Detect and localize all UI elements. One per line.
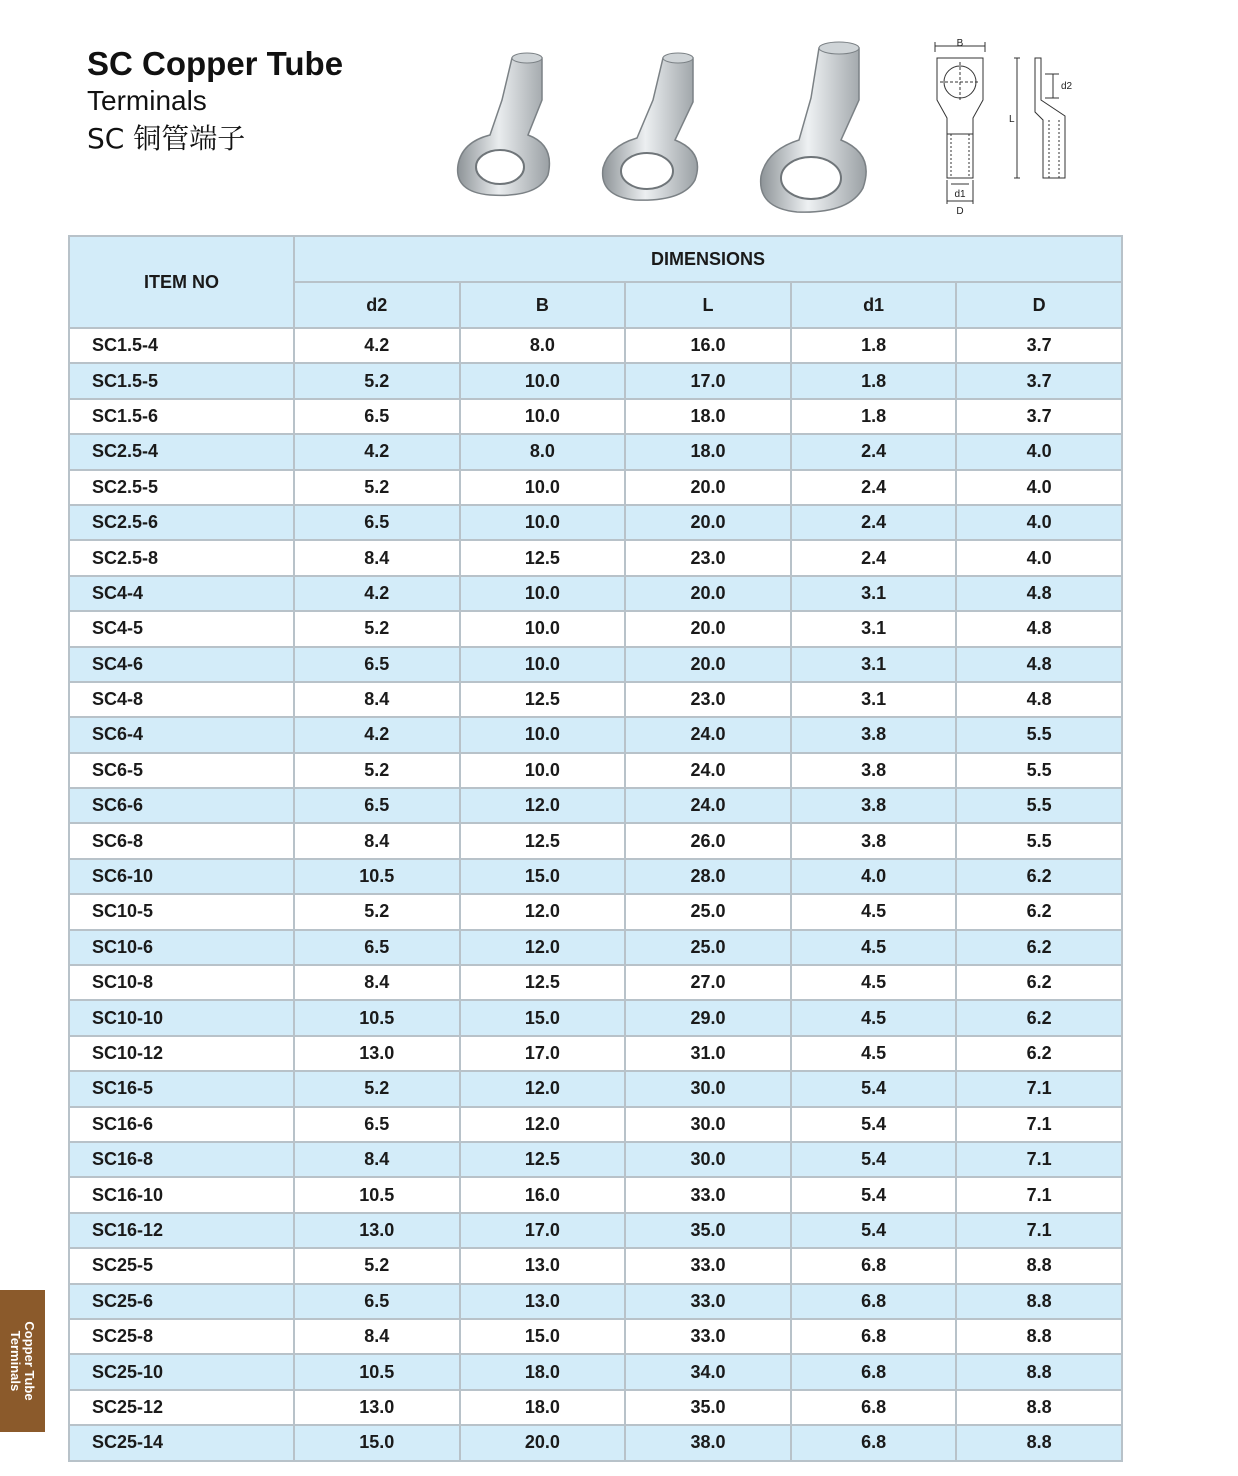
column-header-d1: d1 [791, 282, 957, 328]
cell-d2: 4.2 [294, 434, 460, 469]
cell-d1: 3.8 [791, 717, 957, 752]
cell-l: 23.0 [625, 682, 791, 717]
cell-b: 15.0 [460, 1319, 626, 1354]
table-row [69, 682, 1122, 717]
item-no-cell: SC16-5 [69, 1071, 294, 1106]
diagram-label-l: L [1009, 114, 1015, 125]
cell-d: 4.8 [956, 682, 1122, 717]
cell-d: 4.0 [956, 540, 1122, 575]
cell-d1: 3.8 [791, 753, 957, 788]
cell-d: 4.8 [956, 647, 1122, 682]
cell-d: 8.8 [956, 1425, 1122, 1460]
column-header-l: L [625, 282, 791, 328]
table-row [69, 1177, 1122, 1212]
page-title: SC Copper Tube [87, 45, 344, 82]
item-no-cell: SC10-10 [69, 1000, 294, 1035]
cell-b: 12.0 [460, 894, 626, 929]
table-row [69, 1319, 1122, 1354]
title-block [87, 44, 343, 160]
table-row [69, 540, 1122, 575]
cell-l: 27.0 [625, 965, 791, 1000]
table-row [69, 965, 1122, 1000]
cell-d2: 8.4 [294, 965, 460, 1000]
cell-l: 33.0 [625, 1319, 791, 1354]
item-no-cell: SC4-4 [69, 576, 294, 611]
cell-l: 25.0 [625, 930, 791, 965]
cell-b: 10.0 [460, 399, 626, 434]
cell-d2: 6.5 [294, 647, 460, 682]
cell-l: 18.0 [625, 399, 791, 434]
diagram-label-b: B [956, 38, 964, 49]
item-no-cell: SC1.5-5 [69, 363, 294, 398]
cell-l: 34.0 [625, 1354, 791, 1389]
item-no-cell: SC2.5-5 [69, 470, 294, 505]
cell-b: 13.0 [460, 1284, 626, 1319]
item-no-header: ITEM NO [69, 236, 294, 328]
cell-l: 18.0 [625, 434, 791, 469]
cell-d1: 1.8 [791, 328, 957, 363]
cell-d1: 3.8 [791, 823, 957, 858]
cell-d: 5.5 [956, 788, 1122, 823]
cell-b: 17.0 [460, 1213, 626, 1248]
item-no-cell: SC6-8 [69, 823, 294, 858]
table-row [69, 1142, 1122, 1177]
cell-b: 10.0 [460, 717, 626, 752]
cell-d2: 4.2 [294, 576, 460, 611]
cell-d: 6.2 [956, 1036, 1122, 1071]
cell-d1: 3.8 [791, 788, 957, 823]
cell-b: 10.0 [460, 505, 626, 540]
cell-d2: 6.5 [294, 399, 460, 434]
item-no-cell: SC1.5-6 [69, 399, 294, 434]
item-no-cell: SC6-10 [69, 859, 294, 894]
cell-b: 15.0 [460, 1000, 626, 1035]
cell-d: 3.7 [956, 328, 1122, 363]
cell-b: 10.0 [460, 470, 626, 505]
cell-l: 20.0 [625, 647, 791, 682]
cell-d2: 5.2 [294, 363, 460, 398]
table-row [69, 434, 1122, 469]
cell-b: 18.0 [460, 1390, 626, 1425]
table-row [69, 753, 1122, 788]
cell-d1: 6.8 [791, 1425, 957, 1460]
cell-l: 33.0 [625, 1248, 791, 1283]
cell-l: 38.0 [625, 1425, 791, 1460]
cell-l: 30.0 [625, 1142, 791, 1177]
cell-d1: 2.4 [791, 540, 957, 575]
lug-image-medium [595, 40, 715, 205]
item-no-cell: SC4-6 [69, 647, 294, 682]
cell-d1: 5.4 [791, 1213, 957, 1248]
cell-b: 13.0 [460, 1248, 626, 1283]
cell-d: 5.5 [956, 717, 1122, 752]
cell-d2: 5.2 [294, 1248, 460, 1283]
cell-d: 6.2 [956, 930, 1122, 965]
cell-d2: 13.0 [294, 1390, 460, 1425]
table-row [69, 647, 1122, 682]
lug-image-small [450, 40, 565, 200]
item-no-cell: SC16-10 [69, 1177, 294, 1212]
cell-d: 5.5 [956, 753, 1122, 788]
cell-d2: 4.2 [294, 717, 460, 752]
cell-d1: 2.4 [791, 505, 957, 540]
item-no-cell: SC10-6 [69, 930, 294, 965]
item-no-cell: SC6-6 [69, 788, 294, 823]
side-tab-label: Copper Tube Terminals [8, 1321, 37, 1401]
item-no-cell: SC16-8 [69, 1142, 294, 1177]
cell-d2: 5.2 [294, 1071, 460, 1106]
table-row [69, 788, 1122, 823]
cell-d2: 13.0 [294, 1036, 460, 1071]
table-row [69, 505, 1122, 540]
table-row [69, 1390, 1122, 1425]
cell-d2: 10.5 [294, 1354, 460, 1389]
cell-b: 12.0 [460, 788, 626, 823]
cell-l: 28.0 [625, 859, 791, 894]
diagram-label-d1: d1 [954, 189, 966, 200]
item-no-cell: SC25-6 [69, 1284, 294, 1319]
item-no-cell: SC10-5 [69, 894, 294, 929]
spec-table [68, 235, 1123, 1462]
cell-d2: 8.4 [294, 1142, 460, 1177]
cell-d1: 6.8 [791, 1248, 957, 1283]
cell-d2: 5.2 [294, 753, 460, 788]
cell-d1: 3.1 [791, 682, 957, 717]
item-no-cell: SC25-12 [69, 1390, 294, 1425]
cell-d2: 4.2 [294, 328, 460, 363]
column-header-b: B [460, 282, 626, 328]
cell-d2: 5.2 [294, 470, 460, 505]
cell-d1: 4.5 [791, 930, 957, 965]
cell-d: 8.8 [956, 1354, 1122, 1389]
page-subtitle: Terminals [87, 85, 207, 116]
cell-b: 12.5 [460, 965, 626, 1000]
cell-d1: 2.4 [791, 434, 957, 469]
cell-d1: 4.5 [791, 1036, 957, 1071]
cell-d: 5.5 [956, 823, 1122, 858]
item-no-cell: SC10-8 [69, 965, 294, 1000]
cell-b: 12.5 [460, 682, 626, 717]
cell-l: 23.0 [625, 540, 791, 575]
cell-b: 10.0 [460, 363, 626, 398]
cell-d2: 10.5 [294, 1177, 460, 1212]
cell-d1: 6.8 [791, 1319, 957, 1354]
cell-d: 7.1 [956, 1071, 1122, 1106]
item-no-cell: SC25-14 [69, 1425, 294, 1460]
lug-image-large [755, 38, 885, 218]
cell-d: 8.8 [956, 1319, 1122, 1354]
table-row [69, 328, 1122, 363]
cell-d: 6.2 [956, 1000, 1122, 1035]
cell-d: 4.8 [956, 611, 1122, 646]
cell-b: 17.0 [460, 1036, 626, 1071]
cell-d1: 6.8 [791, 1390, 957, 1425]
cell-d: 8.8 [956, 1248, 1122, 1283]
cell-l: 35.0 [625, 1213, 791, 1248]
cell-d: 3.7 [956, 399, 1122, 434]
table-row [69, 930, 1122, 965]
cell-d2: 6.5 [294, 505, 460, 540]
cell-d1: 5.4 [791, 1071, 957, 1106]
cell-l: 17.0 [625, 363, 791, 398]
table-row [69, 1354, 1122, 1389]
item-no-cell: SC2.5-8 [69, 540, 294, 575]
cell-b: 12.0 [460, 1071, 626, 1106]
cell-d2: 6.5 [294, 1107, 460, 1142]
cell-l: 30.0 [625, 1107, 791, 1142]
cell-l: 20.0 [625, 576, 791, 611]
cell-b: 10.0 [460, 753, 626, 788]
cell-d: 6.2 [956, 894, 1122, 929]
item-no-cell: SC2.5-6 [69, 505, 294, 540]
cell-d: 4.8 [956, 576, 1122, 611]
cell-d1: 3.1 [791, 647, 957, 682]
cell-b: 15.0 [460, 859, 626, 894]
table-row [69, 859, 1122, 894]
cell-d1: 4.0 [791, 859, 957, 894]
cell-d2: 8.4 [294, 682, 460, 717]
cell-l: 26.0 [625, 823, 791, 858]
table-row [69, 1248, 1122, 1283]
cell-d: 7.1 [956, 1177, 1122, 1212]
cell-b: 10.0 [460, 611, 626, 646]
cell-b: 18.0 [460, 1354, 626, 1389]
column-header-d2: d2 [294, 282, 460, 328]
cell-d2: 5.2 [294, 611, 460, 646]
cell-l: 30.0 [625, 1071, 791, 1106]
page-subtitle-chinese: SC 铜管端子 [87, 122, 246, 155]
cell-d: 8.8 [956, 1284, 1122, 1319]
cell-d2: 10.5 [294, 859, 460, 894]
cell-d1: 2.4 [791, 470, 957, 505]
cell-l: 35.0 [625, 1390, 791, 1425]
cell-d1: 3.1 [791, 611, 957, 646]
cell-d: 6.2 [956, 965, 1122, 1000]
cell-d1: 3.1 [791, 576, 957, 611]
table-row [69, 611, 1122, 646]
item-no-cell: SC16-6 [69, 1107, 294, 1142]
cell-d1: 5.4 [791, 1142, 957, 1177]
item-no-cell: SC4-5 [69, 611, 294, 646]
cell-d: 8.8 [956, 1390, 1122, 1425]
cell-l: 16.0 [625, 328, 791, 363]
cell-d1: 1.8 [791, 363, 957, 398]
column-header-d: D [956, 282, 1122, 328]
cell-d2: 6.5 [294, 1284, 460, 1319]
cell-d: 7.1 [956, 1213, 1122, 1248]
cell-l: 24.0 [625, 788, 791, 823]
dimensions-header: DIMENSIONS [294, 236, 1122, 282]
cell-l: 33.0 [625, 1177, 791, 1212]
table-row [69, 894, 1122, 929]
cell-l: 31.0 [625, 1036, 791, 1071]
table-row [69, 1000, 1122, 1035]
item-no-cell: SC25-8 [69, 1319, 294, 1354]
cell-b: 8.0 [460, 434, 626, 469]
cell-b: 10.0 [460, 647, 626, 682]
cell-d2: 15.0 [294, 1425, 460, 1460]
cell-d1: 6.8 [791, 1354, 957, 1389]
table-row [69, 399, 1122, 434]
cell-d2: 6.5 [294, 930, 460, 965]
cell-l: 24.0 [625, 717, 791, 752]
diagram-label-d2: d2 [1061, 81, 1073, 92]
item-no-cell: SC25-10 [69, 1354, 294, 1389]
side-tab [0, 1290, 45, 1432]
cell-b: 16.0 [460, 1177, 626, 1212]
table-row [69, 1071, 1122, 1106]
cell-d: 4.0 [956, 505, 1122, 540]
cell-d2: 13.0 [294, 1213, 460, 1248]
cell-b: 12.5 [460, 1142, 626, 1177]
item-no-cell: SC4-8 [69, 682, 294, 717]
table-row [69, 363, 1122, 398]
diagram-label-d: D [956, 206, 964, 217]
table-row [69, 470, 1122, 505]
table-row [69, 823, 1122, 858]
cell-b: 12.0 [460, 1107, 626, 1142]
cell-d2: 5.2 [294, 894, 460, 929]
table-row [69, 1213, 1122, 1248]
item-no-cell: SC25-5 [69, 1248, 294, 1283]
cell-d1: 4.5 [791, 894, 957, 929]
cell-d1: 6.8 [791, 1284, 957, 1319]
cell-l: 33.0 [625, 1284, 791, 1319]
cell-l: 20.0 [625, 611, 791, 646]
cell-d1: 1.8 [791, 399, 957, 434]
cell-d2: 6.5 [294, 788, 460, 823]
table-row [69, 717, 1122, 752]
cell-d1: 5.4 [791, 1177, 957, 1212]
cell-d1: 4.5 [791, 1000, 957, 1035]
cell-l: 29.0 [625, 1000, 791, 1035]
cell-d: 7.1 [956, 1142, 1122, 1177]
table-row [69, 1425, 1122, 1460]
cell-b: 12.0 [460, 930, 626, 965]
table-row [69, 1284, 1122, 1319]
table-row [69, 1107, 1122, 1142]
cell-d: 6.2 [956, 859, 1122, 894]
cell-d2: 10.5 [294, 1000, 460, 1035]
item-no-cell: SC6-5 [69, 753, 294, 788]
cell-d: 4.0 [956, 470, 1122, 505]
table-row [69, 1036, 1122, 1071]
item-no-cell: SC16-12 [69, 1213, 294, 1248]
dimension-diagram [925, 38, 1090, 218]
table-row [69, 576, 1122, 611]
cell-d1: 5.4 [791, 1107, 957, 1142]
cell-d2: 8.4 [294, 540, 460, 575]
cell-d2: 8.4 [294, 1319, 460, 1354]
item-no-cell: SC2.5-4 [69, 434, 294, 469]
cell-l: 24.0 [625, 753, 791, 788]
item-no-cell: SC10-12 [69, 1036, 294, 1071]
cell-d2: 8.4 [294, 823, 460, 858]
cell-d: 4.0 [956, 434, 1122, 469]
item-no-cell: SC1.5-4 [69, 328, 294, 363]
cell-b: 20.0 [460, 1425, 626, 1460]
cell-b: 10.0 [460, 576, 626, 611]
cell-b: 12.5 [460, 823, 626, 858]
cell-d: 3.7 [956, 363, 1122, 398]
item-no-cell: SC6-4 [69, 717, 294, 752]
cell-l: 20.0 [625, 470, 791, 505]
cell-l: 25.0 [625, 894, 791, 929]
cell-d: 7.1 [956, 1107, 1122, 1142]
cell-l: 20.0 [625, 505, 791, 540]
cell-b: 12.5 [460, 540, 626, 575]
cell-b: 8.0 [460, 328, 626, 363]
cell-d1: 4.5 [791, 965, 957, 1000]
